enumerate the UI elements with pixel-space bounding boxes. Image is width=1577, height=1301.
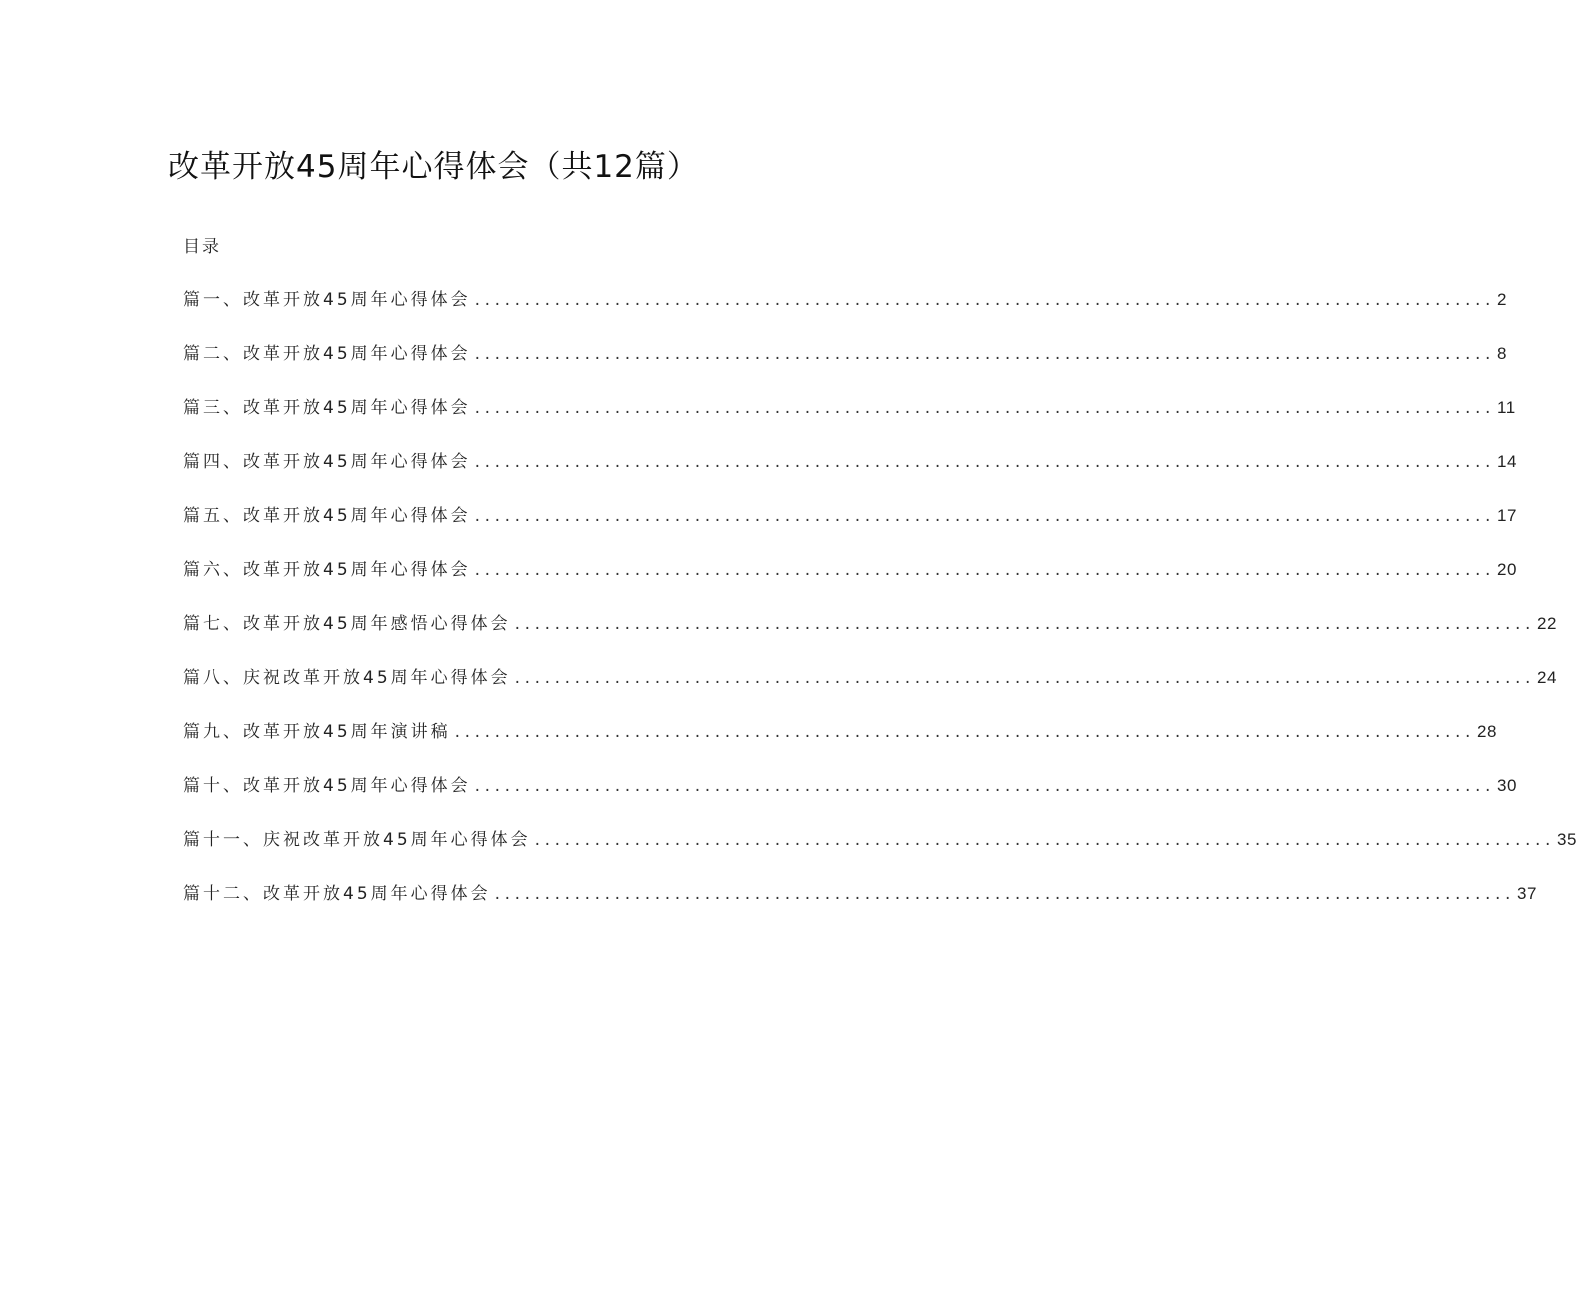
toc-page-number: 8 [1497, 344, 1507, 363]
toc-page-number: 14 [1497, 452, 1517, 471]
toc-entry-title: 篇十一、庆祝改革开放45周年心得体会 [183, 830, 531, 850]
toc-entry[interactable] [183, 288, 1507, 342]
toc-entry[interactable] [183, 504, 1517, 558]
toc-leader-dots: ...................................................................................................... [454, 722, 1476, 742]
toc-entry-title: 篇一、改革开放45周年心得体会 [183, 290, 471, 310]
toc-leader-dots: ...................................................................................................... [514, 668, 1536, 688]
toc-page-number: 17 [1497, 506, 1517, 525]
toc-entry[interactable] [183, 882, 1537, 936]
toc-leader-dots: ...................................................................................................... [474, 452, 1496, 472]
toc-entry-title: 篇三、改革开放45周年心得体会 [183, 398, 471, 418]
toc-entry[interactable] [183, 342, 1507, 396]
toc-leader-dots: ...................................................................................................... [474, 398, 1496, 418]
toc-page-number: 11 [1497, 398, 1516, 417]
toc-entry-title: 篇四、改革开放45周年心得体会 [183, 452, 471, 472]
document-title: 改革开放45周年心得体会（共12篇） [168, 149, 699, 185]
toc-heading: 目录 [183, 237, 221, 257]
toc-entry[interactable] [183, 666, 1557, 720]
toc-entry-title: 篇十、改革开放45周年心得体会 [183, 776, 471, 796]
toc-leader-dots: ...................................................................................................... [474, 344, 1496, 364]
toc-entry-title: 篇九、改革开放45周年演讲稿 [183, 722, 451, 742]
toc-entry[interactable] [183, 774, 1517, 828]
toc-entry-title: 篇六、改革开放45周年心得体会 [183, 560, 471, 580]
toc-leader-dots: ...................................................................................................... [514, 614, 1536, 634]
toc-entry[interactable] [183, 720, 1497, 774]
toc-entry[interactable] [183, 396, 1516, 450]
table-of-contents [183, 288, 1577, 936]
toc-leader-dots: ...................................................................................................... [474, 776, 1496, 796]
toc-entry[interactable] [183, 558, 1517, 612]
toc-entry-title: 篇八、庆祝改革开放45周年心得体会 [183, 668, 511, 688]
toc-entry[interactable] [183, 828, 1577, 882]
toc-page-number: 2 [1497, 290, 1507, 309]
toc-entry-title: 篇十二、改革开放45周年心得体会 [183, 884, 491, 904]
toc-page-number: 22 [1537, 614, 1557, 633]
toc-leader-dots: ...................................................................................................... [494, 884, 1516, 904]
toc-entry-title: 篇五、改革开放45周年心得体会 [183, 506, 471, 526]
toc-leader-dots: ...................................................................................................... [474, 506, 1496, 526]
toc-page-number: 35 [1557, 830, 1577, 849]
toc-leader-dots: ...................................................................................................... [474, 560, 1496, 580]
toc-page-number: 37 [1517, 884, 1537, 903]
toc-entry[interactable] [183, 450, 1517, 504]
toc-leader-dots: ...................................................................................................... [474, 290, 1496, 310]
toc-entry[interactable] [183, 612, 1557, 666]
toc-entry-title: 篇七、改革开放45周年感悟心得体会 [183, 614, 511, 634]
toc-page-number: 24 [1537, 668, 1557, 687]
toc-entry-title: 篇二、改革开放45周年心得体会 [183, 344, 471, 364]
toc-leader-dots: ...................................................................................................... [534, 830, 1556, 850]
toc-page-number: 28 [1477, 722, 1497, 741]
toc-page-number: 30 [1497, 776, 1517, 795]
toc-page-number: 20 [1497, 560, 1517, 579]
